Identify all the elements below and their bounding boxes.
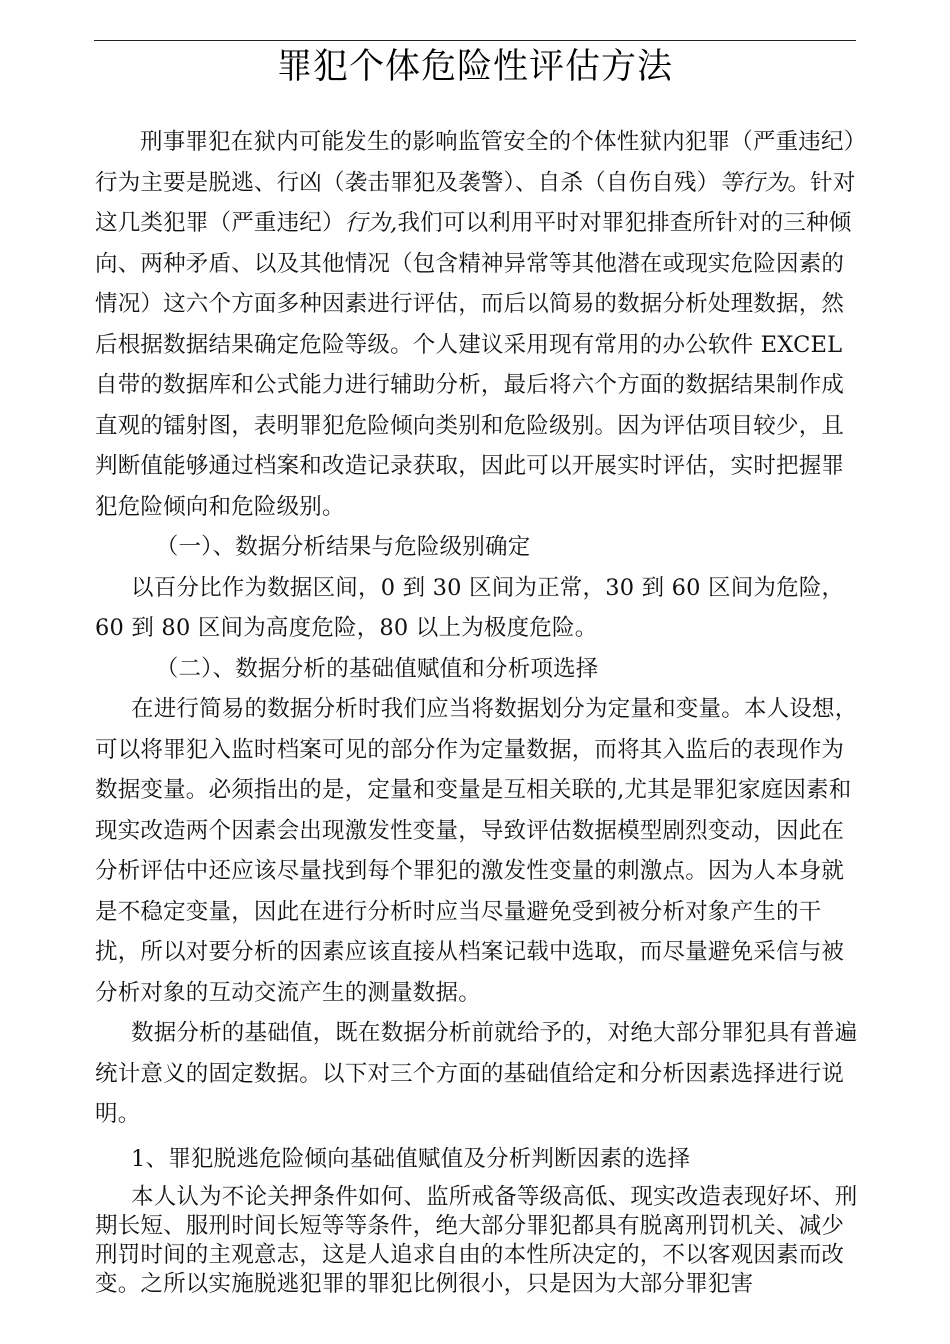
intro-italic-1: 等行为 [719, 169, 788, 196]
section-2-paragraph-1: 在进行简易的数据分析时我们应当将数据划分为定量和变量。本人设想，可以将罪犯入监时档案可见的部分作为定量数据，而将其入监后的表现作为数据变量。必须指出的是，定量和变量是互相关联的,尤其是罪犯家庭因素和现实改造两个因素会出现激发性变量，导致评估数据模型剧烈变动，因此在分析评估中还应该尽量找到每个罪犯的激发性变量的刺激点。因为人本身就是不稳定变量，因此在进行分析时应当尽量避免受到被分析对象产生的干扰，所以对要分析的因素应该直接从档案记载中选取，而尽量避免采信与被分析对象的互动交流产生的测量数据。 [95, 696, 858, 1006]
section-1-heading: （一）、数据分析结果与危险级别确定 [155, 534, 531, 560]
intro-text-1: 刑事罪犯在狱内可能发生的影响监管安全的个体性狱内犯罪（严重违纪）行为主要是脱逃、行凶（袭击罪犯及袭警）、自杀（自伤自残） [95, 129, 856, 196]
subsection-1-text: 本人认为不论关押条件如何、监所戒备等级高低、现实改造表现好坏、刑期长短、服刑时间长短等等条件，绝大部分罪犯都具有脱离刑罚机关、减少刑罚时间的主观意志，这是人追求自由的本性所决定的，不以客观因素而改变。之所以实施脱逃犯罪的罪犯比例很小，只是因为大部分罪犯害 [95, 1184, 858, 1297]
header-rule [94, 40, 856, 41]
section-2-paragraph-2: 数据分析的基础值，既在数据分析前就给予的，对绝大部分罪犯具有普遍统计意义的固定数据。以下对三个方面的基础值给定和分析因素选择进行说明。 [95, 1020, 858, 1127]
document-body [95, 122, 865, 1299]
section-1-text: 以百分比作为数据区间，0 到 30 区间为正常，30 到 60 区间为危险，60 到 80 区间为高度危险，80 以上为极度危险。 [95, 574, 845, 641]
intro-text-3: 我们可以利用平时对罪犯排查所针对的三种倾向、两种矛盾、以及其他情况（包含精神异常等其他潜在或现实危险因素的情况）这六个方面多种因素进行评估，而后以简易的数据分析处理数据，然后根据数据结果确定危险等级。个人建议采用现有常用的办公软件 EXCEL 自带的数据库和公式能力进行辅助分析，最后将六个方面的数据结果制作成直观的镭射图，表明罪犯危险倾向类别和危险级别。因为评估项目较少，且判断值能够通过档案和改造记录获取，因此可以开展实时评估，实时把握罪犯危险倾向和危险级别。 [95, 210, 852, 520]
intro-italic-2: 行为, [344, 210, 398, 236]
document-title: 罪犯个体危险性评估方法 [276, 47, 673, 87]
subsection-1-heading: 1、罪犯脱逃危险倾向基础值赋值及分析判断因素的选择 [131, 1145, 691, 1172]
section-2-heading: （二）、数据分析的基础值赋值和分析项选择 [155, 655, 599, 682]
intro-text-2: 。针对这几类犯罪（严重违纪） [95, 169, 856, 236]
intro-paragraph [95, 122, 865, 527]
